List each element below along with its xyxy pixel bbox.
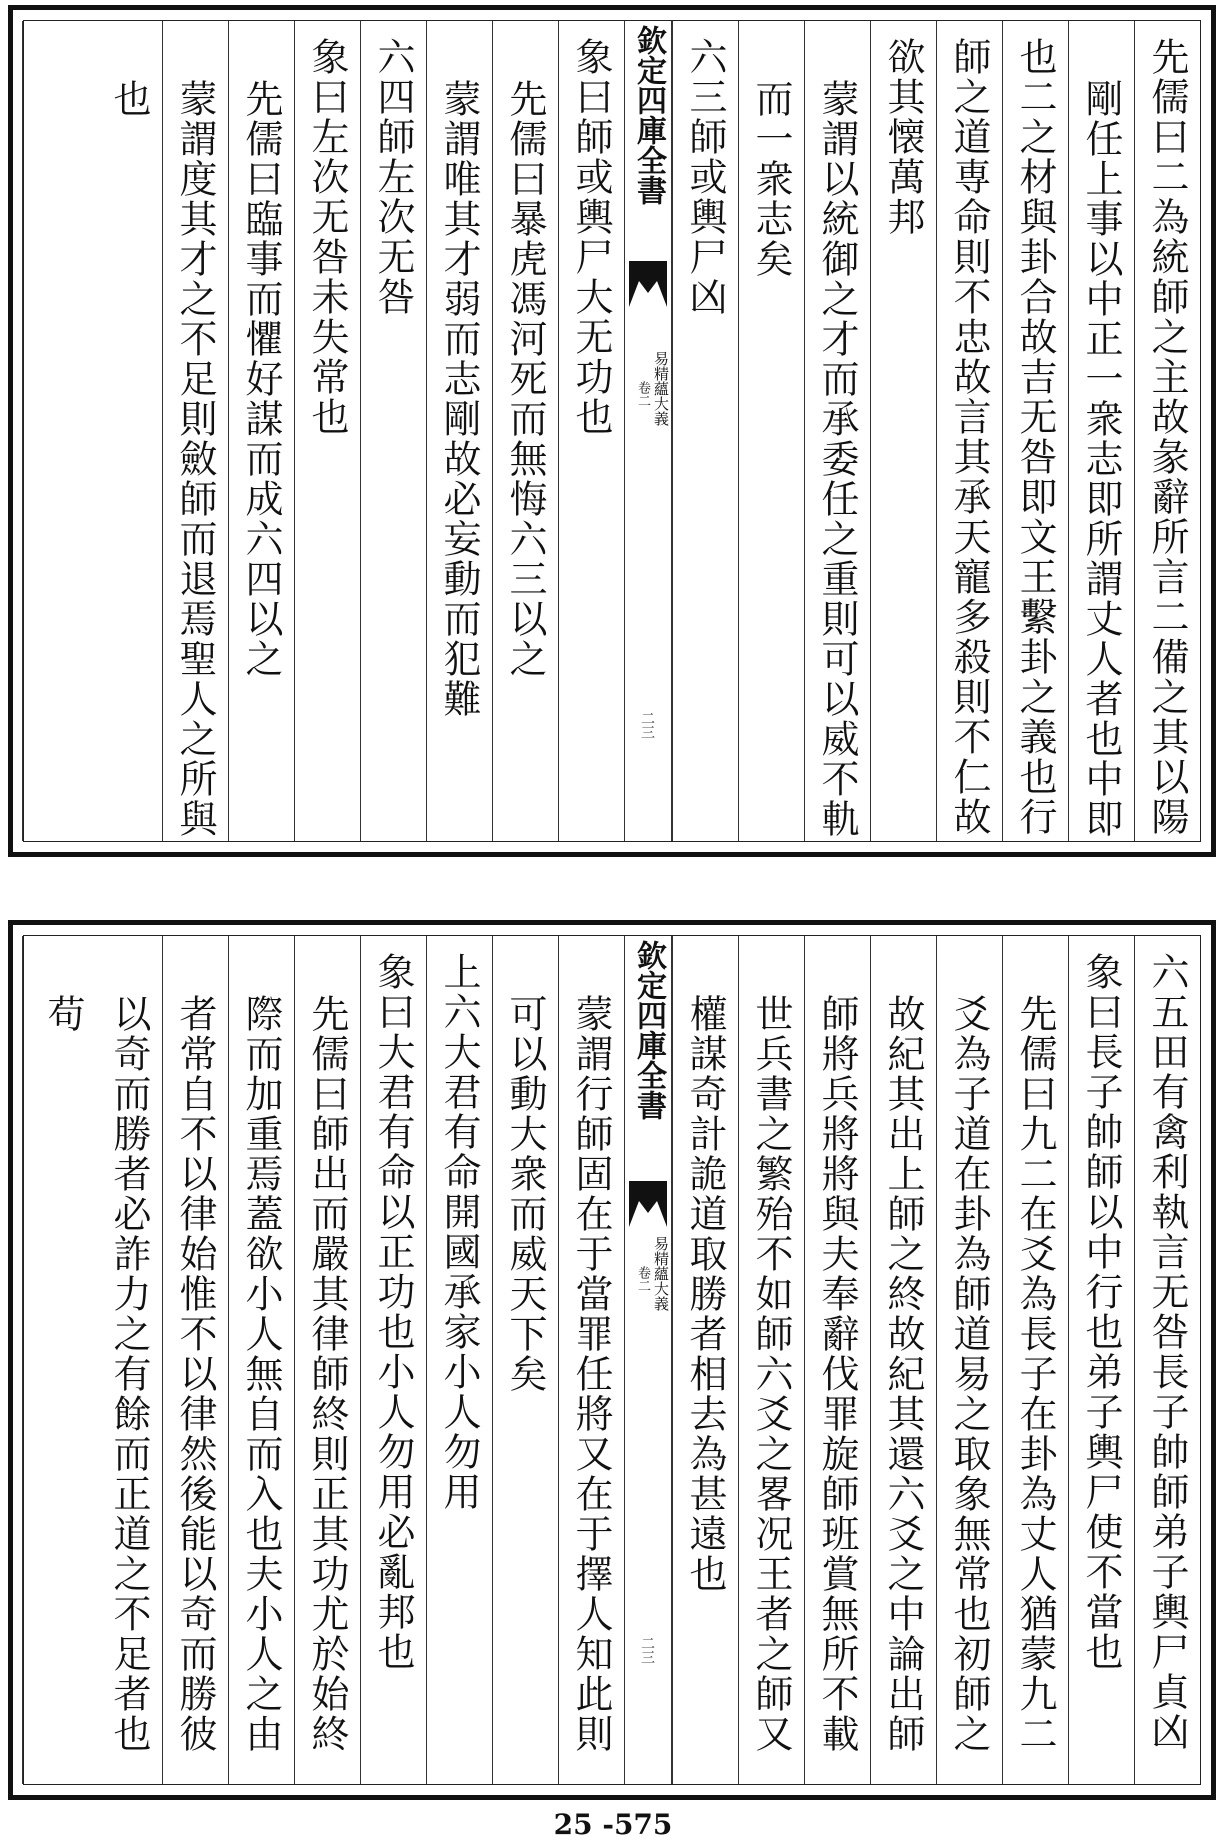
gutter-volume: 卷二 [635,381,650,407]
text-column: 六四師左次无咎 [360,21,426,841]
text-column: 際而加重焉蓋欲小人無自而入也夫小人之由 [228,936,294,1784]
text-column: 權謀奇計詭道取勝者相去為甚遠也 [672,936,738,1784]
text-column: 也二之材與卦合故吉无咎即文王繫卦之義也行 [1002,21,1068,841]
top-page [8,5,1216,857]
text-column: 蒙謂度其才之不足則斂師而退焉聖人之所與 [162,21,228,841]
text-column: 而一衆志矣 [738,21,804,841]
text-column: 上六大君有命開國承家小人勿用 [426,936,492,1784]
text-column: 象曰師或輿尸大无功也 [558,21,624,841]
center-gutter [624,21,672,841]
bottom-page-frame [23,935,1201,1785]
text-column: 六三師或輿尸凶 [672,21,738,841]
text-column: 者常自不以律始惟不以律然後能以奇而勝彼 [162,936,228,1784]
center-gutter [624,936,672,1784]
gutter-title: 欽定四庫全書 [631,940,666,1120]
text-column: 蒙謂唯其才弱而志剛故必妄動而犯難 [426,21,492,841]
fish-tail-mark-icon [629,1181,667,1227]
gutter-page-number: 二三 [639,711,655,739]
text-column: 象曰大君有命以正功也小人勿用必亂邦也 [360,936,426,1784]
text-column: 可以動大衆而威天下矣 [492,936,558,1784]
text-column: 六五田有禽利執言无咎長子帥師弟子輿尸貞凶 [1134,936,1200,1784]
text-column: 師將兵將將與夫奉辭伐罪旋師班賞無所不載 [804,936,870,1784]
text-column: 師之道専命則不忠故言其承天寵多殺則不仁故 [936,21,1002,841]
text-column: 先儒曰九二在爻為長子在卦為丈人猶蒙九二 [1002,936,1068,1784]
text-column: 蒙謂以統御之才而承委任之重則可以威不軌 [804,21,870,841]
page-number-footer: 25 -575 [553,1808,673,1841]
text-column: 先儒曰師出而嚴其律師終則正其功尤於始終 [294,936,360,1784]
text-column: 故紀其出上師之終故紀其還六爻之中論出師 [870,936,936,1784]
fish-tail-mark-icon [629,261,667,307]
text-column: 世兵書之繁殆不如師六爻之畧况王者之師又 [738,936,804,1784]
text-column: 象曰長子帥師以中行也弟子輿尸使不當也 [1068,936,1134,1784]
text-column: 蒙謂行師固在于當罪任將又在于擇人知此則 [558,936,624,1784]
gutter-volume: 卷二 [635,1266,650,1292]
text-column: 象曰左次无咎未失常也 [294,21,360,841]
gutter-page-number: 二三 [639,1636,655,1664]
gutter-book-title: 易精蘊大義 [652,1236,670,1311]
text-column: 先儒曰二為統師之主故彖辭所言二備之其以陽 [1134,21,1200,841]
bottom-page [8,920,1216,1800]
text-column: 先儒曰臨事而懼好謀而成六四以之 [228,21,294,841]
text-column: 以奇而勝者必詐力之有餘而正道之不足者也苟 [22,936,162,1784]
gutter-book-title: 易精蘊大義 [652,351,670,426]
top-page-frame [23,20,1201,842]
text-column: 爻為子道在卦為師道易之取象無常也初師之 [936,936,1002,1784]
text-column: 剛任上事以中正一衆志即所謂丈人者也中即 [1068,21,1134,841]
gutter-title: 欽定四庫全書 [631,25,666,205]
text-column: 也 [22,21,162,841]
text-column: 先儒曰暴虎馮河死而無悔六三以之 [492,21,558,841]
text-column: 欲其懐萬邦 [870,21,936,841]
